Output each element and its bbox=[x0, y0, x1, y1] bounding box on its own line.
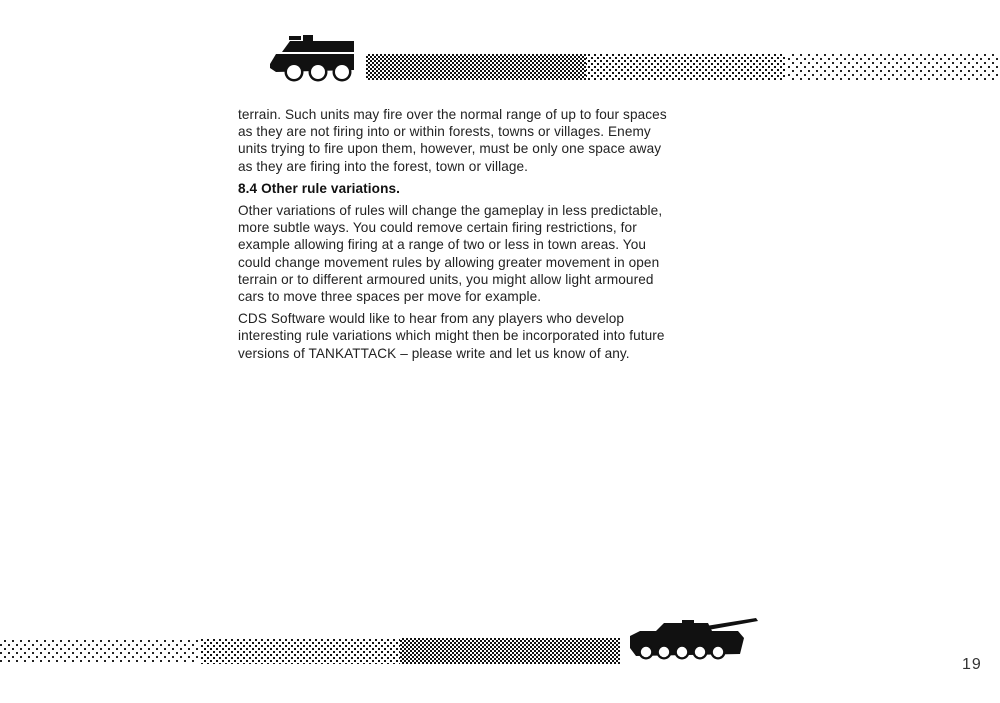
section-heading: 8.4 Other rule variations. bbox=[238, 180, 401, 196]
top-banner bbox=[0, 30, 1000, 90]
paragraph-contact: CDS Software would like to hear from any players who develop interesting rule variations which might then be incorporated into future versions of TANKATTACK – please write and let us know of any. bbox=[238, 311, 665, 361]
top-dither-stripe bbox=[366, 54, 1000, 80]
paragraph-terrain: terrain. Such units may fire over the normal range of up to four spaces as they are not firing into or within forests, towns or villages. Enemy units trying to fire upon them, however, must be only one space away as they are firing into the forest, town or village. bbox=[238, 107, 667, 174]
tank-icon bbox=[630, 618, 758, 660]
armoured-car-icon bbox=[270, 35, 354, 82]
page-number: 19 bbox=[962, 656, 982, 673]
document-body bbox=[238, 106, 708, 367]
bottom-dither-stripe bbox=[0, 638, 620, 664]
bottom-banner bbox=[0, 612, 780, 672]
paragraph-variations: Other variations of rules will change the gameplay in less predictable, more subtle ways. You could remove certain firing restrictions, for example allowing firing at a range of two or less in town areas. You could change movement rules by allowing greater movement in open terrain or to different armoured units, you might allow light armoured cars to move three spaces per move for example. bbox=[238, 203, 663, 305]
